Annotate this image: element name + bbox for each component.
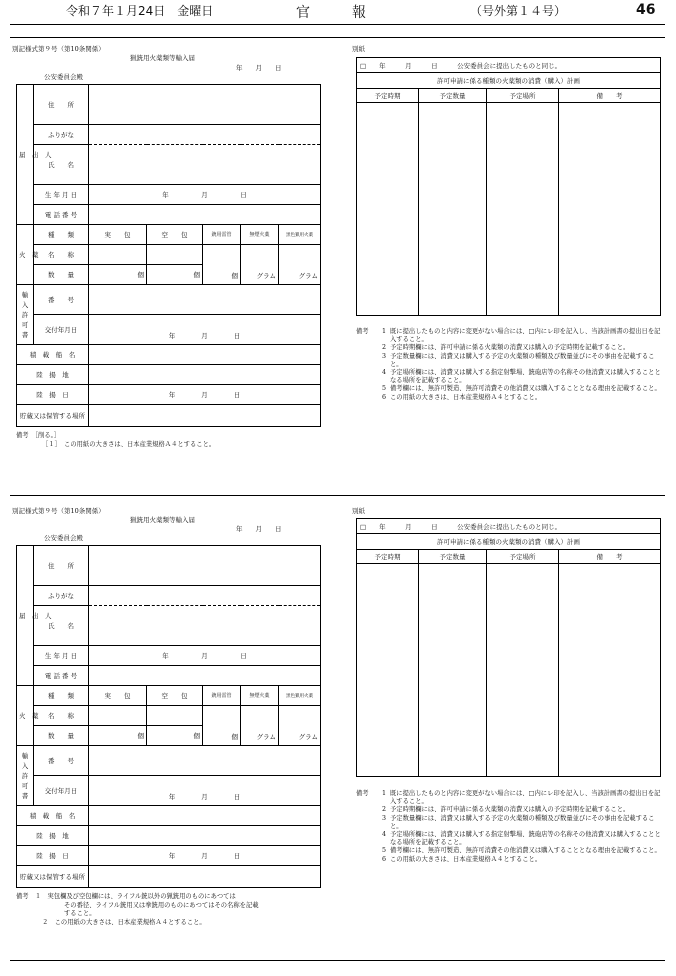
landing-date-field[interactable]: 年 月 日: [89, 846, 321, 866]
form-note-1: 備考 ［削る。］: [16, 432, 61, 439]
plan-title: 許可申請に係る種類の火薬類の消費（購入）計画: [357, 534, 661, 550]
issue-date-label: 交付年月日: [34, 315, 89, 345]
form-addressee: 公安委員会殿: [44, 534, 83, 542]
header-page-number: 46: [636, 2, 656, 18]
permit-number-label: 番 号: [34, 746, 89, 776]
furigana-label: ふりがな: [34, 586, 89, 606]
landing-date-label: 陸 揚 日: [17, 846, 89, 866]
product-name-field-1[interactable]: [89, 706, 147, 726]
form-note-2: ２ この用紙の大きさは、日本産業規格Ａ４とすること。: [42, 918, 206, 926]
issue-date-field[interactable]: 年 月 日: [89, 315, 321, 345]
qty-field-1[interactable]: 個: [89, 726, 147, 746]
plan-note-6: この用紙の大きさは、日本産業規格Ａ４とすること。: [390, 855, 542, 863]
plan-col-period: 予定時期: [357, 550, 419, 564]
import-notification-form: [16, 545, 321, 888]
qty-field-2[interactable]: 個: [147, 265, 203, 285]
kind-col-smokeless: 無煙火薬: [241, 225, 279, 245]
product-name-field-2[interactable]: [147, 245, 203, 265]
top-rule: [10, 37, 665, 38]
product-name-field-1[interactable]: [89, 245, 147, 265]
header-publication: 官 報: [296, 5, 366, 21]
quantity-label: 数 量: [34, 265, 89, 285]
phone-label: 電 話 番 号: [34, 205, 89, 225]
product-name-field-2[interactable]: [147, 706, 203, 726]
furigana-label: ふりがな: [34, 125, 89, 145]
birthdate-field[interactable]: 年 月 日: [89, 185, 321, 205]
form-note-1: 備考 １ 実包欄及び空包欄には、ライフル銃以外の猟銃用のものにあつては: [16, 893, 236, 900]
address-field[interactable]: [89, 85, 321, 125]
plan-notes: 備考 1 既に提出したものと内容に変更がない場合には、□内にレ印を記入し、当該計画書の提出日を記入すること。 2 予定時期欄には、許可申請に係る火薬類の消費又は購入の予定時期を記載すること。 3 予定数量欄には、消費又は購入する予定の火薬類の種類及び数量並びにその事由を記載すること。 4 予定場所欄には、消費又は購入する指定射撃場、銃砲店等の名称その他消費又は購入することとなる場所を記載すること。 5 備考欄には、無許可製造、無許可消費その他消費又は購入することとなる理由を記載すること。 6 この用紙の大きさは、日本産業規格Ａ４とすること。: [356, 790, 661, 863]
plan-cell-period[interactable]: [357, 564, 419, 777]
birthdate-label: 生 年 月 日: [34, 185, 89, 205]
form-style-label: 別記様式第９号（第10条関係）: [12, 45, 105, 53]
consumption-plan-table: [356, 57, 661, 316]
plan-same-as-submitted[interactable]: □ 年 月 日 公安委員会に提出したものと同じ。: [357, 519, 661, 534]
kind-col-black-powder: 黒色猟用火薬: [279, 686, 321, 706]
name-field[interactable]: [89, 606, 321, 646]
plan-col-place: 予定場所: [487, 550, 559, 564]
plan-note-2: 予定時期欄には、許可申請に係る火薬類の消費又は購入の予定時期を記載すること。: [390, 806, 630, 814]
birthdate-label: 生 年 月 日: [34, 646, 89, 666]
plan-note-3: 予定数量欄には、消費又は購入する予定の火薬類の種類及び数量並びにその事由を記載すること。: [390, 814, 655, 830]
header-rule: [10, 24, 665, 25]
form-notes: [16, 432, 215, 449]
explosives-label: 火 薬: [17, 686, 34, 746]
landing-place-field[interactable]: [89, 365, 321, 385]
plan-cell-place[interactable]: [487, 103, 559, 316]
permit-number-field[interactable]: [89, 746, 321, 776]
kind-label: 種 類: [34, 225, 89, 245]
issue-date-label: 交付年月日: [34, 776, 89, 806]
qty-field-2[interactable]: 個: [147, 726, 203, 746]
storage-place-label: 貯蔵又は保管する場所: [17, 405, 89, 427]
name-field[interactable]: [89, 145, 321, 185]
header-date: 令和７年１月24日 金曜日: [66, 4, 214, 18]
plan-cell-remarks[interactable]: [559, 564, 661, 777]
plan-cell-remarks[interactable]: [559, 103, 661, 316]
issue-date-field[interactable]: 年 月 日: [89, 776, 321, 806]
permit-number-field[interactable]: [89, 285, 321, 315]
plan-notes-label: 備考: [356, 790, 369, 797]
plan-col-place: 予定場所: [487, 89, 559, 103]
middle-rule: [10, 495, 665, 496]
plan-col-period: 予定時期: [357, 89, 419, 103]
ship-name-label: 積 載 船 名: [17, 345, 89, 365]
kind-col-primer: 銃用雷管: [203, 225, 241, 245]
page-header: [0, 0, 676, 26]
phone-field[interactable]: [89, 205, 321, 225]
permit-number-label: 番 号: [34, 285, 89, 315]
qty-field-3[interactable]: 個: [203, 706, 241, 746]
form-addressee: 公安委員会殿: [44, 73, 83, 81]
plan-note-2: 予定時期欄には、許可申請に係る火薬類の消費又は購入の予定時期を記載すること。: [390, 344, 630, 352]
form-note-2: ［１］ この用紙の大きさは、日本産業規格Ａ４とすること。: [42, 440, 216, 448]
plan-note-6: この用紙の大きさは、日本産業規格Ａ４とすること。: [390, 393, 542, 401]
plan-cell-period[interactable]: [357, 103, 419, 316]
plan-note-5: 備考欄には、無許可製造、無許可消費その他消費又は購入することとなる理由を記載すること。: [390, 847, 661, 855]
plan-col-quantity: 予定数量: [419, 550, 487, 564]
import-permit-label: 輸入許可書: [17, 285, 34, 345]
ship-name-field[interactable]: [89, 806, 321, 826]
qty-field-4[interactable]: グラム: [241, 706, 279, 746]
form-style-label: 別記様式第９号（第10条関係）: [12, 507, 105, 515]
storage-place-field[interactable]: [89, 866, 321, 888]
plan-notes-label: 備考: [356, 328, 369, 335]
landing-date-label: 陸 揚 日: [17, 385, 89, 405]
plan-cell-quantity[interactable]: [419, 564, 487, 777]
furigana-field[interactable]: [89, 125, 321, 145]
kind-col-live-cartridge: 実 包: [89, 225, 147, 245]
plan-note-1: 既に提出したものと内容に変更がない場合には、□内にレ印を記入し、当該計画書の提出日を記入すること。: [390, 790, 661, 806]
form-note-1-cont: その番径、ライフル銃用又は拳銃用のものにあつてはその名称を記載: [64, 901, 259, 909]
qty-field-4[interactable]: グラム: [241, 245, 279, 285]
storage-place-field[interactable]: [89, 405, 321, 427]
notifier-label: 届 出 人: [17, 85, 34, 225]
plan-note-4: 予定場所欄には、消費又は購入する指定射撃場、銃砲店等の名称その他消費又は購入することとなる場所を記載すること。: [390, 831, 661, 847]
landing-place-field[interactable]: [89, 826, 321, 846]
address-label: 住 所: [34, 85, 89, 125]
explosives-label: 火 薬: [17, 225, 34, 285]
form-notes: [16, 893, 259, 927]
import-notification-form: [16, 84, 321, 427]
address-label: 住 所: [34, 546, 89, 586]
plan-note-5: 備考欄には、無許可製造、無許可消費その他消費又は購入することとなる理由を記載すること。: [390, 385, 661, 393]
birthdate-field[interactable]: 年 月 日: [89, 646, 321, 666]
name-label: 氏 名: [34, 606, 89, 646]
plan-col-quantity: 予定数量: [419, 89, 487, 103]
import-permit-label: 輸入許可書: [17, 746, 34, 806]
plan-attachment-label: 別紙: [352, 45, 365, 53]
form-note-1-cont2: すること。: [64, 910, 96, 918]
kind-col-black-powder: 黒色猟用火薬: [279, 225, 321, 245]
kind-col-live-cartridge: 実 包: [89, 686, 147, 706]
product-name-label: 名 称: [34, 706, 89, 726]
qty-field-5[interactable]: グラム: [279, 245, 321, 285]
ship-name-label: 積 載 船 名: [17, 806, 89, 826]
ship-name-field[interactable]: [89, 345, 321, 365]
kind-col-primer: 銃用雷管: [203, 686, 241, 706]
landing-date-field[interactable]: 年 月 日: [89, 385, 321, 405]
plan-attachment-label: 別紙: [352, 507, 365, 515]
plan-cell-quantity[interactable]: [419, 103, 487, 316]
plan-col-remarks: 備 考: [559, 89, 661, 103]
phone-field[interactable]: [89, 666, 321, 686]
plan-title: 許可申請に係る種類の火薬類の消費（購入）計画: [357, 73, 661, 89]
quantity-label: 数 量: [34, 726, 89, 746]
header-issue: （号外第１４号）: [470, 4, 567, 18]
plan-note-4: 予定場所欄には、消費又は購入する指定射撃場、銃砲店等の名称その他消費又は購入することとなる場所を記載すること。: [390, 369, 661, 385]
plan-cell-place[interactable]: [487, 564, 559, 777]
qty-field-1[interactable]: 個: [89, 265, 147, 285]
form-date-line: 年 月 日: [236, 64, 282, 72]
kind-col-blank-cartridge: 空 包: [147, 225, 203, 245]
kind-label: 種 類: [34, 686, 89, 706]
landing-place-label: 陸 揚 地: [17, 365, 89, 385]
consumption-plan-table: [356, 518, 661, 777]
form-title: 猟銃用火薬類等輸入届: [130, 516, 195, 524]
qty-field-3[interactable]: 個: [203, 245, 241, 285]
kind-col-smokeless: 無煙火薬: [241, 686, 279, 706]
product-name-label: 名 称: [34, 245, 89, 265]
plan-col-remarks: 備 考: [559, 550, 661, 564]
form-title: 猟銃用火薬類等輸入届: [130, 54, 195, 62]
furigana-field[interactable]: [89, 586, 321, 606]
plan-same-as-submitted[interactable]: □ 年 月 日 公安委員会に提出したものと同じ。: [357, 58, 661, 73]
storage-place-label: 貯蔵又は保管する場所: [17, 866, 89, 888]
landing-place-label: 陸 揚 地: [17, 826, 89, 846]
name-label: 氏 名: [34, 145, 89, 185]
address-field[interactable]: [89, 546, 321, 586]
qty-field-5[interactable]: グラム: [279, 706, 321, 746]
phone-label: 電 話 番 号: [34, 666, 89, 686]
plan-note-3: 予定数量欄には、消費又は購入する予定の火薬類の種類及び数量並びにその事由を記載すること。: [390, 352, 655, 368]
plan-notes: 備考 1 既に提出したものと内容に変更がない場合には、□内にレ印を記入し、当該計画書の提出日を記入すること。 2 予定時期欄には、許可申請に係る火薬類の消費又は購入の予定時期を記載すること。 3 予定数量欄には、消費又は購入する予定の火薬類の種類及び数量並びにその事由を記載すること。 4 予定場所欄には、消費又は購入する指定射撃場、銃砲店等の名称その他消費又は購入することとなる場所を記載すること。 5 備考欄には、無許可製造、無許可消費その他消費又は購入することとなる理由を記載すること。 6 この用紙の大きさは、日本産業規格Ａ４とすること。: [356, 328, 661, 401]
kind-col-blank-cartridge: 空 包: [147, 686, 203, 706]
form-date-line: 年 月 日: [236, 525, 282, 533]
bottom-rule: [10, 960, 665, 961]
plan-note-1: 既に提出したものと内容に変更がない場合には、□内にレ印を記入し、当該計画書の提出日を記入すること。: [390, 328, 661, 344]
notifier-label: 届 出 人: [17, 546, 34, 686]
